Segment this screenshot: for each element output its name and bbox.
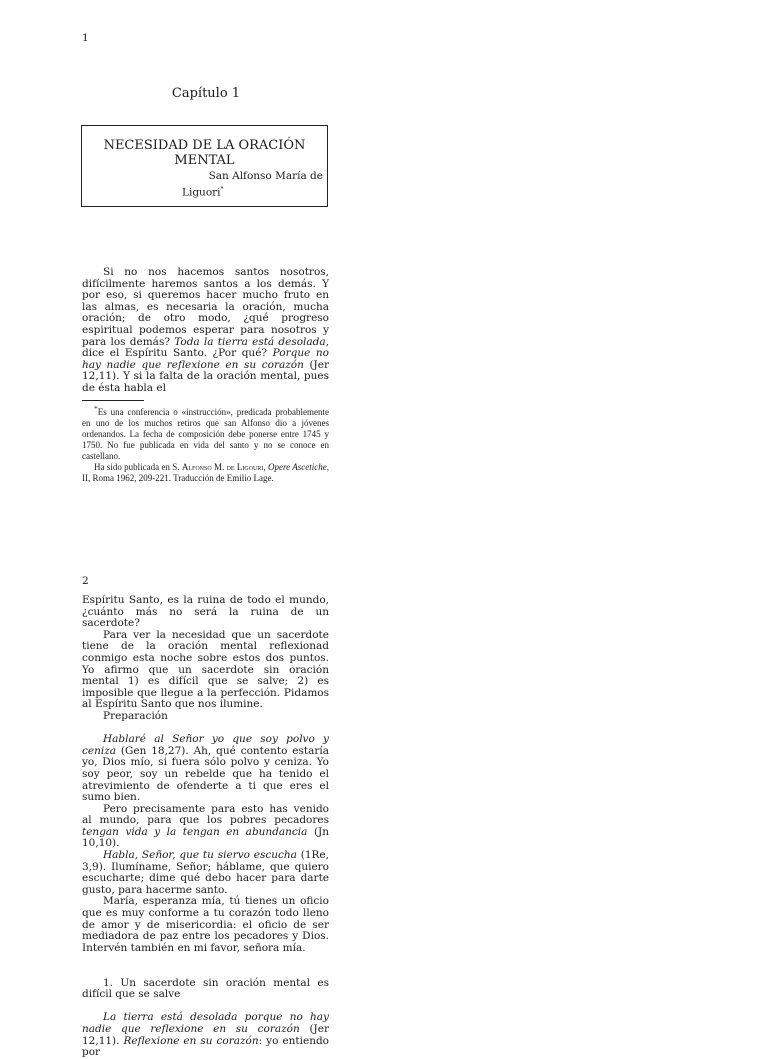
book-title: Opere Ascetiche xyxy=(267,462,327,472)
title-line-1: NECESIDAD DE LA ORACIÓN xyxy=(103,138,306,153)
title-box xyxy=(81,125,328,207)
footnote-rule xyxy=(82,400,144,401)
author xyxy=(182,170,323,200)
paragraph: Para ver la necesidad que un sacerdote tiene de la oración mental reflexionad conmigo esta noche sobre estos dos puntos. Yo afirmo que un sacerdote sin oración mental 1) es difícil que se salve; 2) es imposible que llegue a la perfección. Pidamos al Espíritu Santo que nos ilumine. xyxy=(82,628,329,711)
text-run: Ha sido publicada en S. xyxy=(94,462,182,472)
text-run: dice el Espíritu Santo. ¿Por qué? xyxy=(82,347,273,360)
chapter-heading: Capítulo 1 xyxy=(171,86,241,101)
text-run: , II, Roma 1962, 209-221. Traducción de Emilio Lage. xyxy=(82,462,329,483)
italic-quote: La tierra está desolada porque no hay nadie que reflexione en su corazón xyxy=(82,1011,329,1035)
paragraph xyxy=(82,267,329,395)
author-line-2: Liguori xyxy=(182,186,221,199)
text-run: (Jn 10,10). xyxy=(82,825,330,850)
page-number: 1 xyxy=(82,32,89,44)
text-run: (Jer 12,11). Y si la falta de la oración mental, pues de ésta habla el xyxy=(82,358,329,394)
author-line-1: San Alfonso María de xyxy=(208,170,323,182)
section-heading: Preparación xyxy=(103,709,168,722)
author-reference: Alfonso M. de Ligouri xyxy=(181,462,264,472)
footnote-marker: * xyxy=(94,404,98,413)
body-text-page-2 xyxy=(82,595,329,1059)
text-run: Pero precisamente para esto has venido al mundo, para que los pobres pecadores xyxy=(82,802,329,827)
document-title xyxy=(96,138,313,168)
text-run: Si no nos hacemos santos nosotros, difícilmente haremos santos a los demás. Y por eso, si queremos hacer mucho fruto en las almas, es necesaria la oración, mucha oración; de otro modo, ¿qué progreso espiritual podemos esperar para nosotros y para los demás? xyxy=(82,266,329,348)
text-run: Es una conferencia o «instrucción», predicada probablemente en uno de los muchos retiros que san Alfonso dio a jóvenes ordenandos. La fecha de composición debe ponerse entre 1745 y 1750. No fue publicada en vida del santo y no se conoce en castellano. xyxy=(82,407,329,461)
text-run: : yo entiendo por xyxy=(82,1034,329,1059)
italic-quote: tengan vida y la tengan en abundancia xyxy=(82,825,308,838)
footnote-paragraph xyxy=(82,403,329,462)
text-run: , xyxy=(263,462,268,472)
spacer xyxy=(82,954,329,966)
italic-quote: Reflexione en su corazón xyxy=(123,1034,259,1047)
footnote xyxy=(82,403,329,484)
text-run: (Jer 12,11). xyxy=(82,1022,329,1047)
page-number: 2 xyxy=(82,575,89,587)
title-line-2: MENTAL xyxy=(174,153,235,168)
body-text-page-1 xyxy=(82,267,329,395)
paragraph: María, esperanza mía, tú tienes un oficio que es muy conforme a tu corazón todo lleno de amor y de misericordia: el oficio de ser mediadora de paz entre los pecadores y Dios. Intervén también en mi favor, señora mía. xyxy=(82,895,329,954)
footnote-marker: * xyxy=(220,186,224,193)
paragraph xyxy=(82,804,329,850)
author-line-2-wrap xyxy=(182,183,323,200)
spacer xyxy=(82,966,329,978)
italic-quote: Hablaré al Señor yo que soy polvo y ceniza xyxy=(82,733,329,757)
paragraph xyxy=(82,734,329,804)
italic-quote: Habla, Señor, que tu siervo escucha xyxy=(103,849,297,862)
footnote-paragraph xyxy=(82,462,329,484)
text-run: (Gen 18,27). Ah, qué contento estaría yo, Dios mío, si fuera sólo polvo y ceniza. Yo soy peor, soy un rebelde que ha tenido el atrevimiento de ofenderte a ti que eres el sumo bien. xyxy=(82,744,329,804)
paragraph xyxy=(82,850,329,896)
italic-quote: Porque no hay nadie que reflexione en su corazón xyxy=(82,347,329,371)
text-run: (1Re, 3,9). Ilumíname, Señor; háblame, que quiero escucharte; dime qué debo hacer para darte gusto, para hacerme santo. xyxy=(82,849,329,896)
italic-quote: Toda la tierra está desolada, xyxy=(174,335,329,348)
section-heading: 1. Un sacerdote sin oración mental es difícil que se salve xyxy=(82,976,329,1001)
paragraph: Espíritu Santo, es la ruina de todo el mundo, ¿cuánto más no será la ruina de un sacerdote? xyxy=(82,594,329,630)
paragraph xyxy=(82,1012,329,1058)
